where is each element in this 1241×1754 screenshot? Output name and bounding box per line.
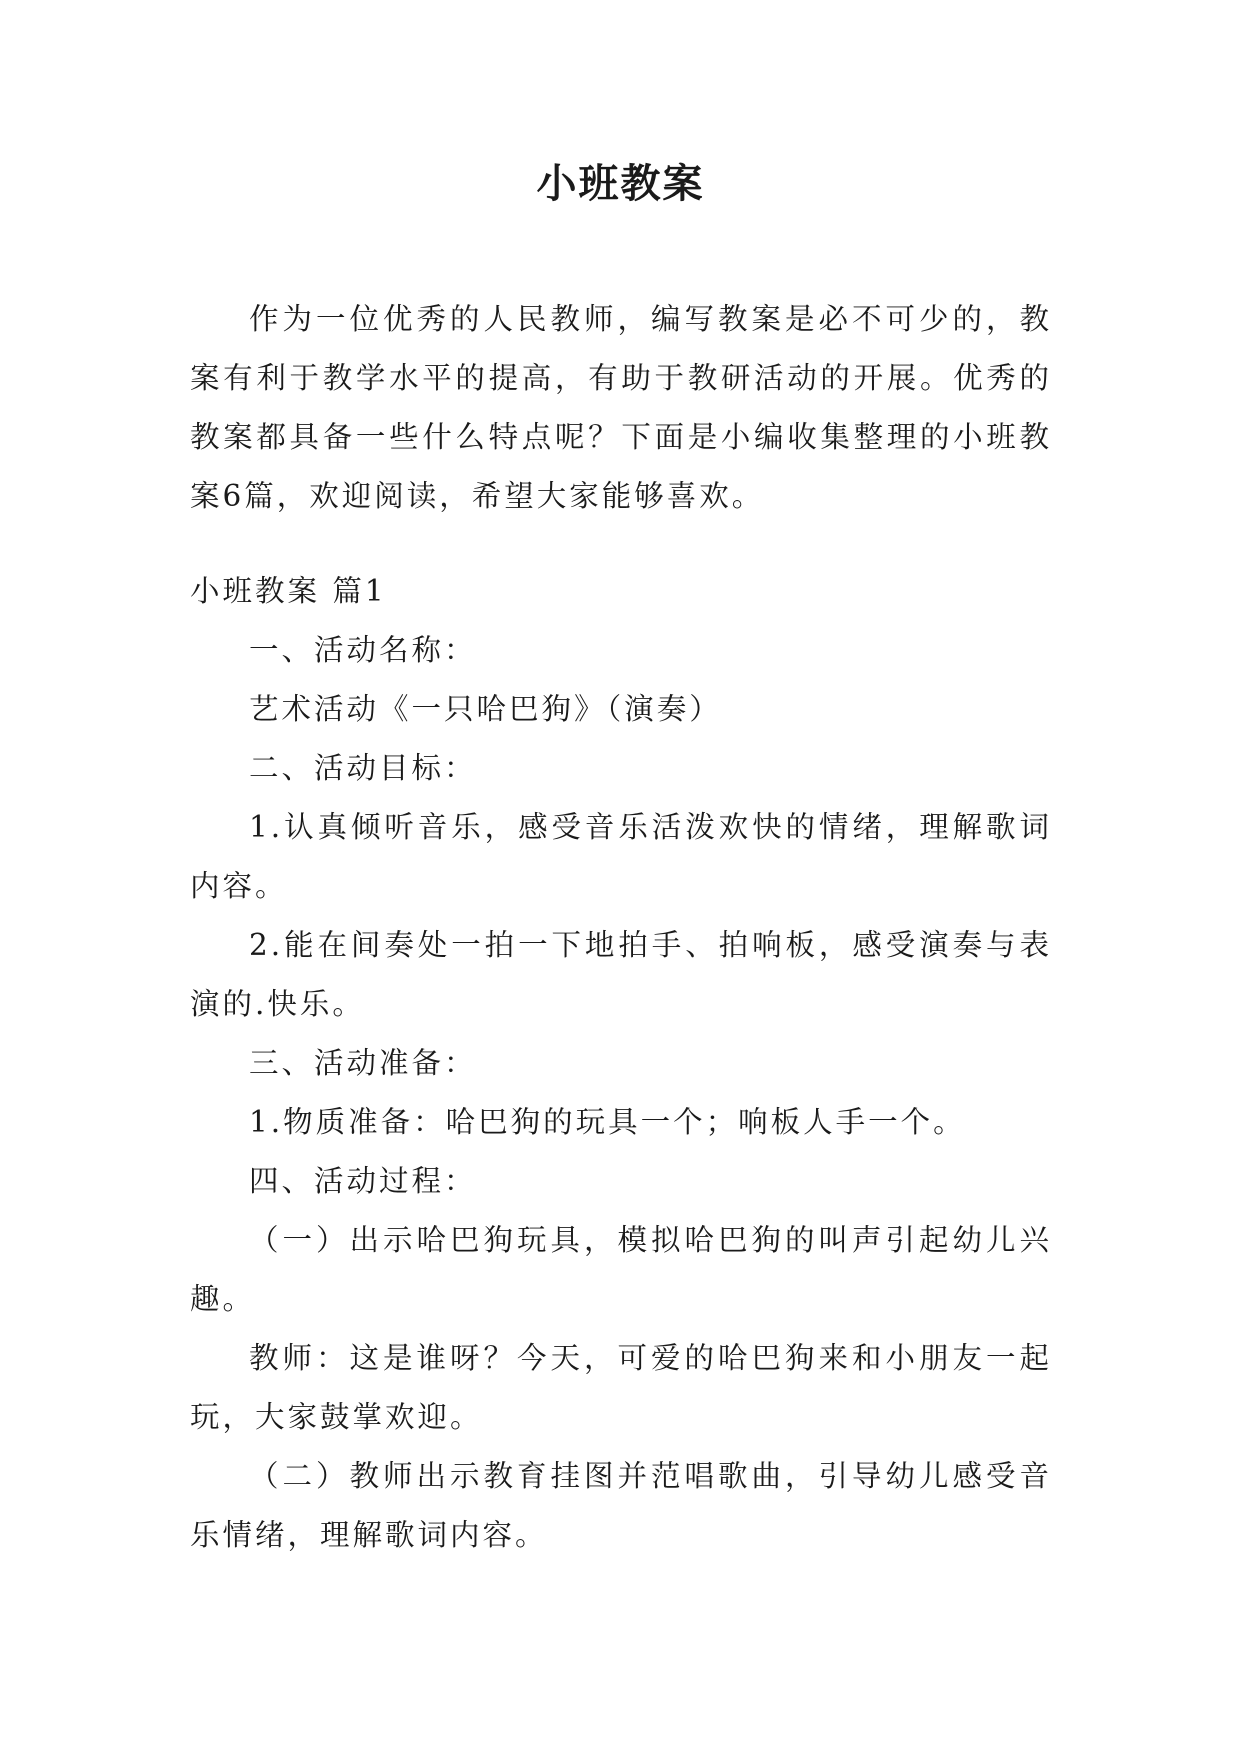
paragraph-teacher-dialogue: 教师：这是谁呀？今天，可爱的哈巴狗来和小朋友一起玩，大家鼓掌欢迎。 [190,1341,1052,1434]
paragraph-goal-2: 2.能在间奏处一拍一下地拍手、拍响板，感受演奏与表演的.快乐。 [190,928,1052,1021]
intro-paragraph: 作为一位优秀的人民教师，编写教案是必不可少的，教案有利于教学水平的提高，有助于教研活动的开展。优秀的教案都具备一些什么特点呢？下面是小编收集整理的小班教案6篇，欢迎阅读，希望大家能够喜欢。 [190,302,1052,513]
document-body [190,290,1052,1565]
document-title: 小班教案 [536,161,705,207]
paragraph-process-heading: 四、活动过程： [249,1164,477,1198]
paragraph-process-2: （二）教师出示教育挂图并范唱歌曲，引导幼儿感受音乐情绪，理解歌词内容。 [190,1459,1052,1552]
paragraph-preparation-heading: 三、活动准备： [249,1046,477,1080]
paragraph-preparation-1: 1.物质准备：哈巴狗的玩具一个；响板人手一个。 [249,1105,966,1139]
paragraph-activity-name-heading: 一、活动名称： [249,633,477,667]
section-heading: 小班教案 篇1 [190,574,387,608]
paragraph-process-1: （一）出示哈巴狗玩具，模拟哈巴狗的叫声引起幼儿兴趣。 [190,1223,1052,1316]
paragraph-goals-heading: 二、活动目标： [249,751,477,785]
paragraph-goal-1: 1.认真倾听音乐，感受音乐活泼欢快的情绪，理解歌词内容。 [190,810,1052,903]
paragraph-activity-name: 艺术活动《一只哈巴狗》（演奏） [249,692,722,726]
